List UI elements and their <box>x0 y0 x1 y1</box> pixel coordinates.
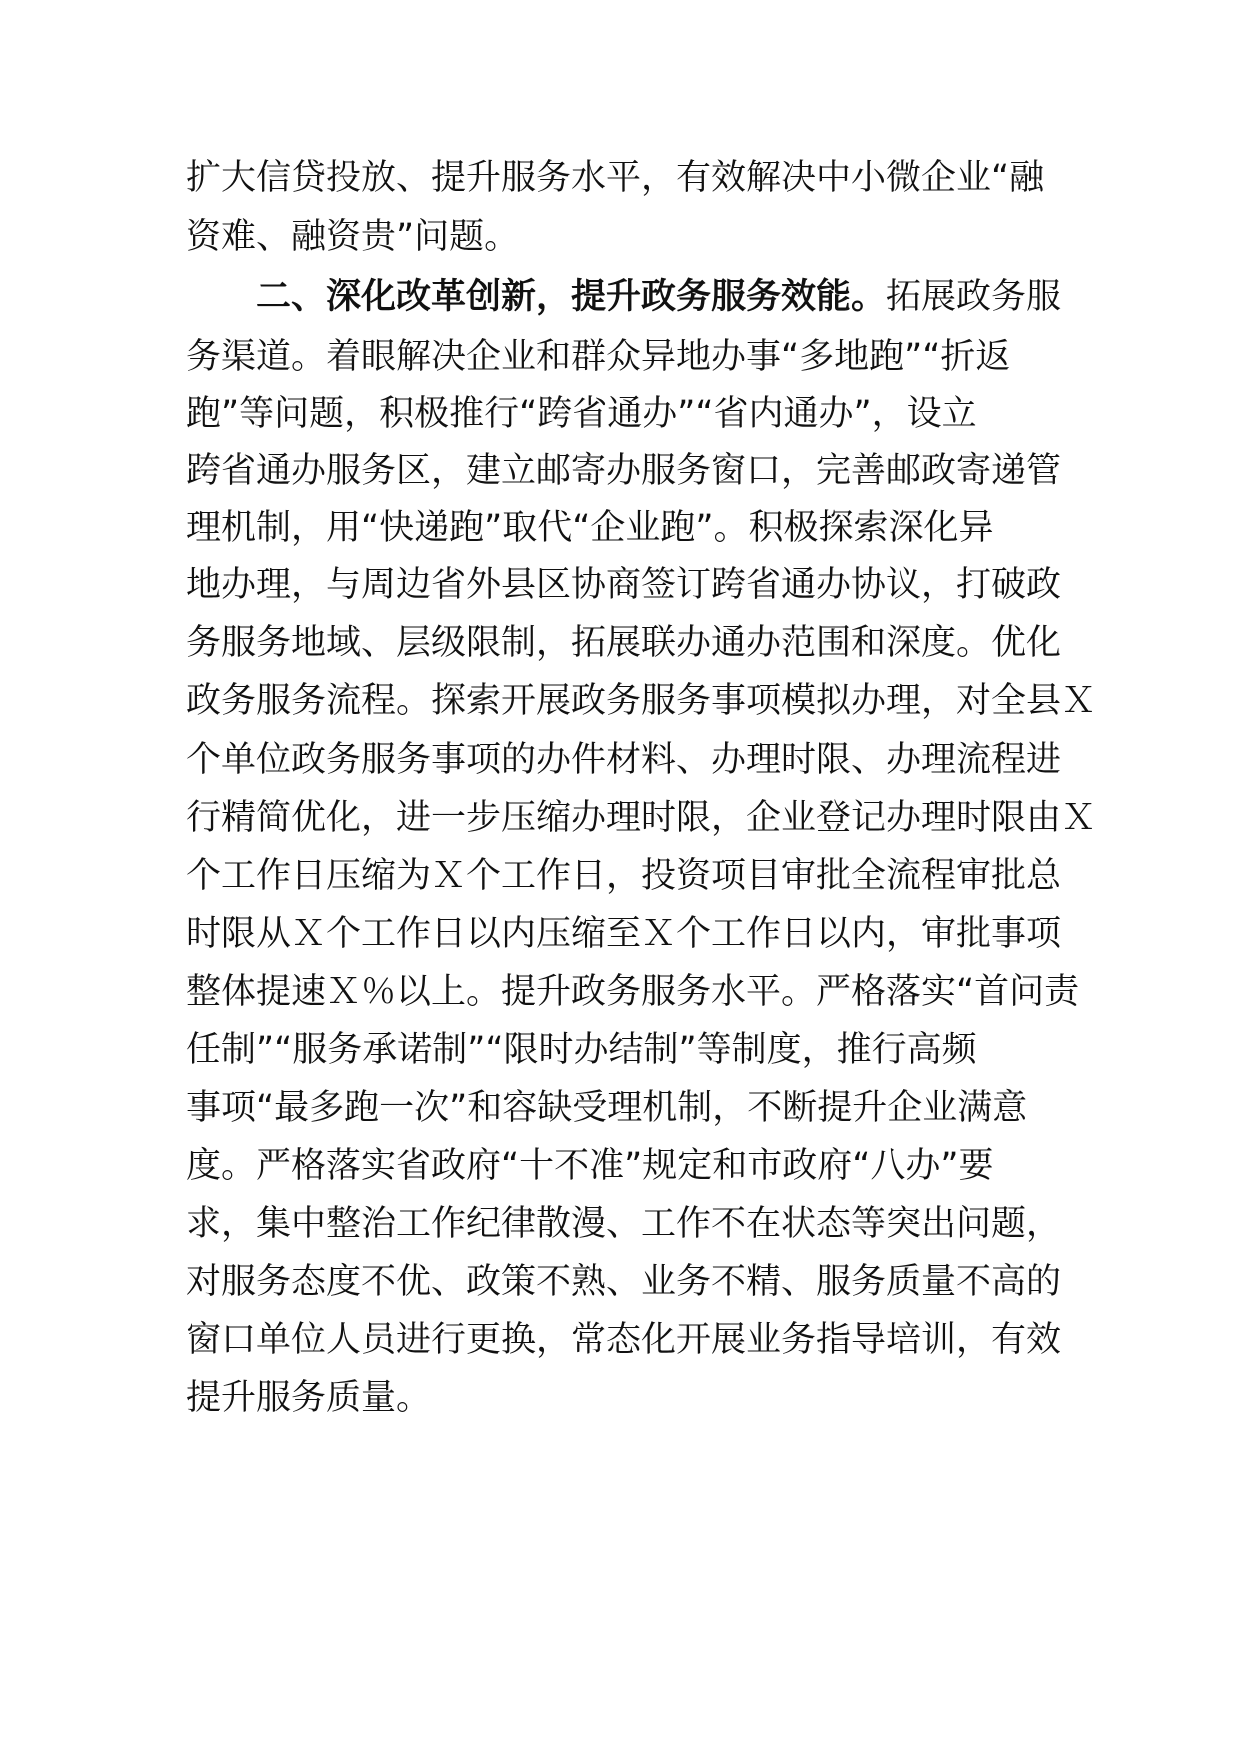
text-line: 务服务地域、层级限制，拓展联办通办范围和深度。优化 <box>186 623 1062 663</box>
text-line: 理机制，用“快递跑”取代“企业跑”。积极探索深化异 <box>186 508 994 548</box>
section-heading: 二、深化改革创新，提升政务服务效能。 <box>256 277 887 317</box>
text-line: 任制”“服务承诺制”“限时办结制”等制度，推行高频 <box>186 1030 977 1070</box>
text-line: 跨省通办服务区，建立邮寄办服务窗口，完善邮政寄递管 <box>186 451 1062 491</box>
text-line: 政务服务流程。探索开展政务服务事项模拟办理，对全县Ｘ <box>186 681 1097 721</box>
text-line: 扩大信贷投放、提升服务水平，有效解决中小微企业“融 <box>186 158 1045 198</box>
text-line: 事项“最多跑一次”和容缺受理机制，不断提升企业满意 <box>186 1088 1028 1128</box>
text-line: 窗口单位人员进行更换，常态化开展业务指导培训，有效 <box>186 1320 1062 1360</box>
text-line: 个工作日压缩为Ｘ个工作日，投资项目审批全流程审批总 <box>186 856 1062 896</box>
text-line: 务渠道。着眼解决企业和群众异地办事“多地跑”“折返 <box>186 337 1011 377</box>
text-line: 资难、融资贵”问题。 <box>186 217 520 257</box>
text-line: 个单位政务服务事项的办件材料、办理时限、办理流程进 <box>186 740 1062 780</box>
text-line: 求，集中整治工作纪律散漫、工作不在状态等突出问题， <box>186 1204 1062 1244</box>
text-run: 拓展政务服 <box>886 277 1062 317</box>
text-line: 行精简优化，进一步压缩办理时限，企业登记办理时限由Ｘ <box>186 798 1097 838</box>
text-line: 度。严格落实省政府“十不准”规定和市政府“八办”要 <box>186 1146 994 1186</box>
text-line: 对服务态度不优、政策不熟、业务不精、服务质量不高的 <box>186 1262 1062 1302</box>
text-line: 整体提速Ｘ％以上。提升政务服务水平。严格落实“首问责 <box>186 972 1080 1012</box>
text-line: 跑”等问题，积极推行“跨省通办”“省内通办”，设立 <box>186 394 977 434</box>
text-line: 地办理，与周边省外县区协商签订跨省通办协议，打破政 <box>186 565 1062 605</box>
text-line: 时限从Ｘ个工作日以内压缩至Ｘ个工作日以内，审批事项 <box>186 914 1062 954</box>
text-line: 提升服务质量。 <box>186 1378 432 1418</box>
section-heading-line <box>256 264 1136 330</box>
